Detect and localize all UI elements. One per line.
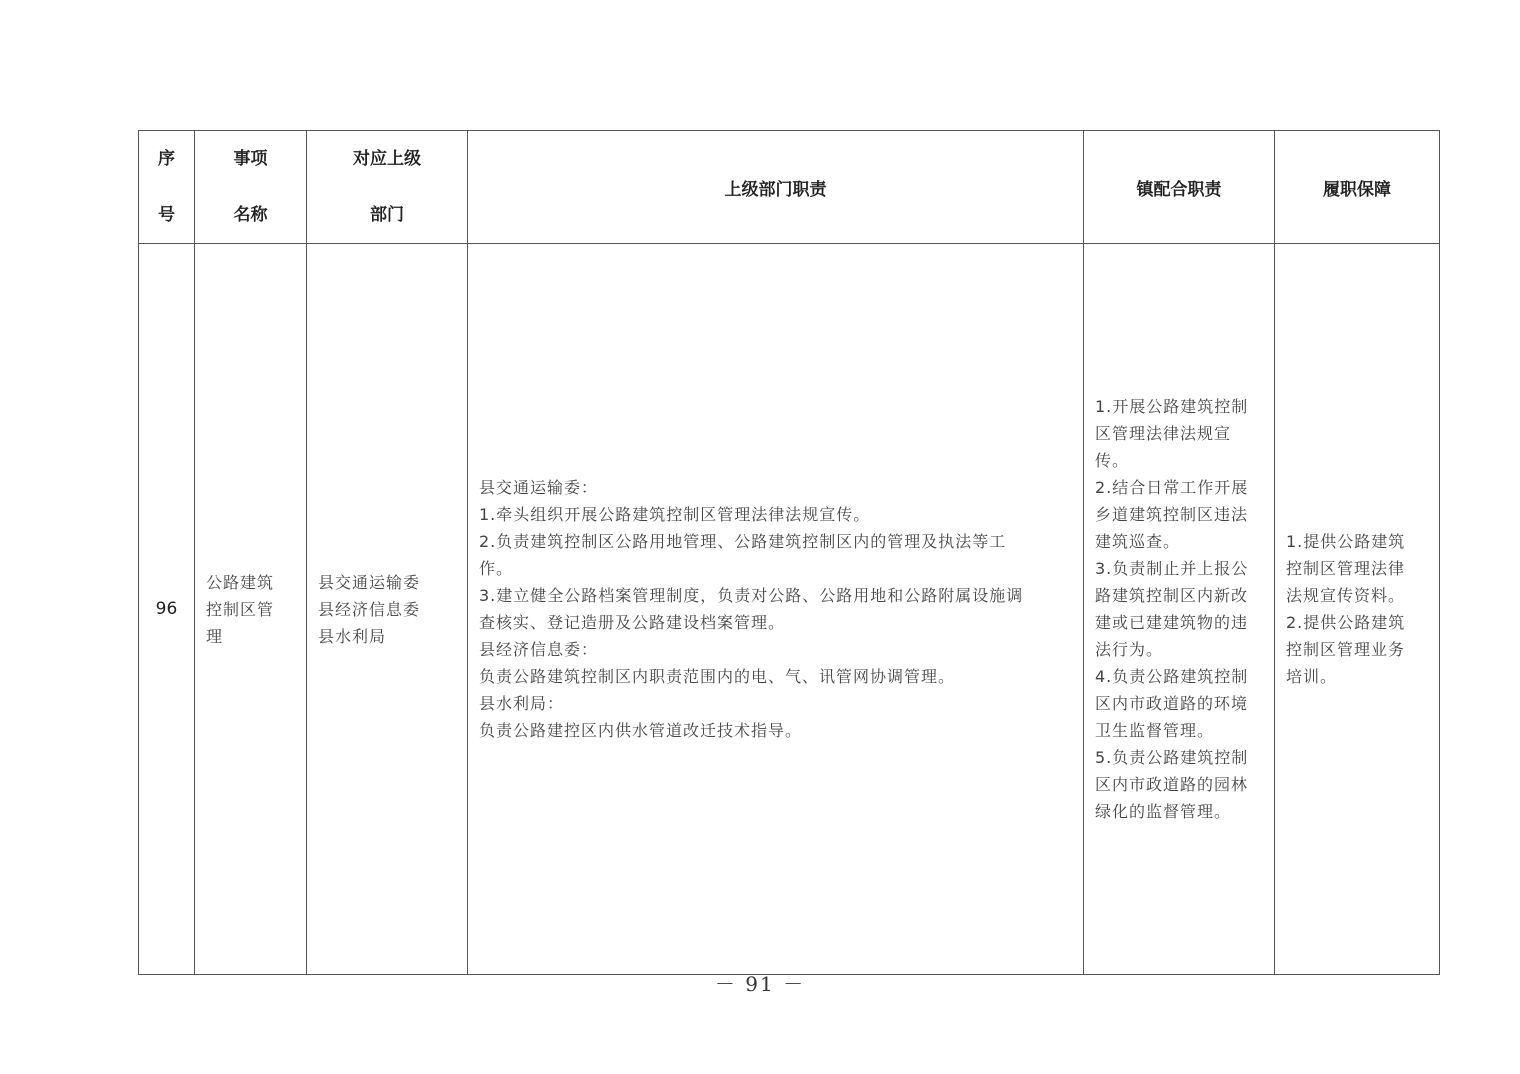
header-upper-duty: 上级部门职责 — [468, 131, 1084, 244]
town-duty-line: 3.负责制止并上报公 — [1095, 559, 1249, 578]
item-name-line: 控制区管 — [206, 599, 275, 619]
header-seq — [139, 131, 195, 244]
town-duty-line: 区管理法律法规宣 — [1095, 424, 1232, 443]
row-guarantee — [1275, 244, 1440, 975]
town-duty-line: 法行为。 — [1095, 640, 1164, 659]
upper-duty-line: 负责公路建控区内供水管道改迁技术指导。 — [479, 721, 803, 740]
upper-duty-line: 3.建立健全公路档案管理制度，负责对公路、公路用地和公路附属设施调 — [479, 586, 1024, 605]
department-line: 县经济信息委 — [318, 599, 421, 619]
row-seq: 96 — [139, 244, 195, 975]
guarantee-line: 培训。 — [1286, 667, 1338, 686]
header-row — [139, 131, 1440, 244]
item-name-line: 理 — [206, 626, 224, 646]
department-line: 县交通运输委 — [318, 572, 421, 592]
upper-duty-line: 作。 — [479, 559, 514, 578]
guarantee-line: 2.提供公路建筑 — [1286, 613, 1406, 632]
town-duty-line: 1.开展公路建筑控制 — [1095, 397, 1249, 416]
header-department — [307, 131, 468, 244]
town-duty-line: 区内市政道路的环境 — [1095, 694, 1249, 713]
town-duty-line: 卫生监督管理。 — [1095, 721, 1215, 740]
town-duty-line: 2.结合日常工作开展 — [1095, 478, 1249, 497]
responsibility-table — [138, 130, 1440, 975]
header-item-name — [195, 131, 307, 244]
upper-duty-line: 查核实、登记造册及公路建设档案管理。 — [479, 613, 786, 632]
town-duty-line: 传。 — [1095, 451, 1130, 470]
item-name-line: 公路建筑 — [206, 572, 275, 592]
header-seq-line2: 号 — [158, 205, 175, 225]
town-duty-line: 路建筑控制区内新改 — [1095, 586, 1249, 605]
header-item-line2: 名称 — [233, 205, 268, 225]
guarantee-line: 法规宣传资料。 — [1286, 586, 1406, 605]
guarantee-line: 控制区管理业务 — [1286, 640, 1406, 659]
header-item-line1: 事项 — [233, 149, 268, 169]
upper-duty-line: 县经济信息委： — [479, 640, 599, 659]
town-duty-line: 4.负责公路建筑控制 — [1095, 667, 1249, 686]
upper-duty-line: 负责公路建筑控制区内职责范围内的电、气、讯管网协调管理。 — [479, 667, 956, 686]
header-seq-line1: 序 — [158, 149, 175, 169]
town-duty-line: 区内市政道路的园林 — [1095, 775, 1249, 794]
upper-duty-line: 2.负责建筑控制区公路用地管理、公路建筑控制区内的管理及执法等工 — [479, 532, 1007, 551]
header-town-duty: 镇配合职责 — [1084, 131, 1275, 244]
upper-duty-line: 县交通运输委： — [479, 478, 599, 497]
row-departments — [307, 244, 468, 975]
upper-duty-line: 1.牵头组织开展公路建筑控制区管理法律法规宣传。 — [479, 505, 871, 524]
header-dept-line2: 部门 — [370, 205, 404, 225]
town-duty-line: 5.负责公路建筑控制 — [1095, 748, 1249, 767]
town-duty-line: 绿化的监督管理。 — [1095, 802, 1232, 821]
guarantee-line: 1.提供公路建筑 — [1286, 532, 1406, 551]
upper-duty-line: 县水利局： — [479, 694, 565, 713]
department-line: 县水利局 — [318, 626, 387, 646]
header-dept-line1: 对应上级 — [353, 149, 421, 169]
guarantee-line: 控制区管理法律 — [1286, 559, 1406, 578]
town-duty-line: 乡道建筑控制区违法 — [1095, 505, 1249, 524]
table-row — [139, 244, 1440, 975]
row-item-name — [195, 244, 307, 975]
header-guarantee: 履职保障 — [1275, 131, 1440, 244]
page-number: － 91 － — [714, 972, 806, 996]
town-duty-line: 建筑巡查。 — [1095, 532, 1181, 551]
row-town-duty — [1084, 244, 1275, 975]
town-duty-line: 建或已建建筑物的违 — [1095, 613, 1249, 632]
row-upper-duty — [468, 244, 1084, 975]
